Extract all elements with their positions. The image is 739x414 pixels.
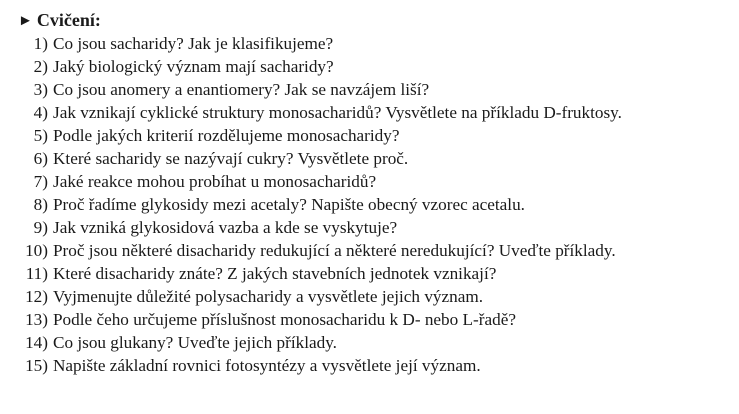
- question-text: Proč jsou některé disacharidy redukující a některé neredukující? Uveďte příklady.: [53, 241, 616, 260]
- question-text: Které sacharidy se nazývají cukry? Vysvětlete proč.: [53, 149, 409, 168]
- question-text: Vyjmenujte důležité polysacharidy a vysvětlete jejich význam.: [53, 287, 484, 306]
- question-item: [18, 101, 730, 124]
- question-text: Jak vzniká glykosidová vazba a kde se vyskytuje?: [53, 218, 398, 237]
- question-item: [18, 331, 730, 354]
- question-number: 7): [33, 172, 48, 191]
- question-item: [18, 147, 730, 170]
- question-item: [18, 354, 730, 377]
- question-text: Co jsou anomery a enantiomery? Jak se navzájem liší?: [53, 80, 430, 99]
- question-item: [18, 55, 730, 78]
- question-text: Které disacharidy znáte? Z jakých stavebních jednotek vznikají?: [53, 264, 497, 283]
- question-number: 11): [25, 264, 48, 283]
- question-item: [18, 239, 730, 262]
- question-text: Proč řadíme glykosidy mezi acetaly? Napište obecný vzorec acetalu.: [53, 195, 525, 214]
- question-item: [18, 124, 730, 147]
- question-number: 4): [33, 103, 48, 122]
- question-text: Podle jakých kriterií rozdělujeme monosacharidy?: [53, 126, 400, 145]
- question-text: Napište základní rovnici fotosyntézy a vysvětlete její význam.: [53, 356, 481, 375]
- question-text: Jaký biologický význam mají sacharidy?: [53, 57, 334, 76]
- question-item: [18, 193, 730, 216]
- question-number: 6): [33, 149, 48, 168]
- question-text: Podle čeho určujeme příslušnost monosacharidu k D- nebo L-řadě?: [53, 310, 516, 329]
- question-number: 10): [25, 241, 48, 260]
- question-text: Jak vznikají cyklické struktury monosacharidů? Vysvětlete na příkladu D-fruktosy.: [53, 103, 622, 122]
- question-text: Co jsou glukany? Uveďte jejich příklady.: [53, 333, 337, 352]
- question-item: [18, 216, 730, 239]
- question-text: Jaké reakce mohou probíhat u monosacharidů?: [53, 172, 377, 191]
- question-text: Co jsou sacharidy? Jak je klasifikujeme?: [53, 34, 334, 53]
- question-item: [18, 262, 730, 285]
- question-item: [18, 32, 730, 55]
- triangle-bullet-icon: ►: [18, 13, 33, 29]
- question-number: 13): [25, 310, 48, 329]
- question-item: [18, 285, 730, 308]
- question-number: 12): [25, 287, 48, 306]
- question-number: 14): [25, 333, 48, 352]
- question-number: 1): [33, 34, 48, 53]
- question-item: [18, 170, 730, 193]
- question-number: 3): [33, 80, 48, 99]
- exercise-section: [18, 9, 730, 377]
- question-number: 15): [25, 356, 48, 375]
- question-list: [18, 32, 730, 377]
- question-number: 8): [33, 195, 48, 214]
- question-number: 2): [33, 57, 48, 76]
- question-number: 5): [33, 126, 48, 145]
- exercise-heading-label: Cvičení:: [36, 10, 101, 30]
- question-number: 9): [33, 218, 48, 237]
- question-item: [18, 308, 730, 331]
- exercise-heading: [18, 9, 730, 31]
- question-item: [18, 78, 730, 101]
